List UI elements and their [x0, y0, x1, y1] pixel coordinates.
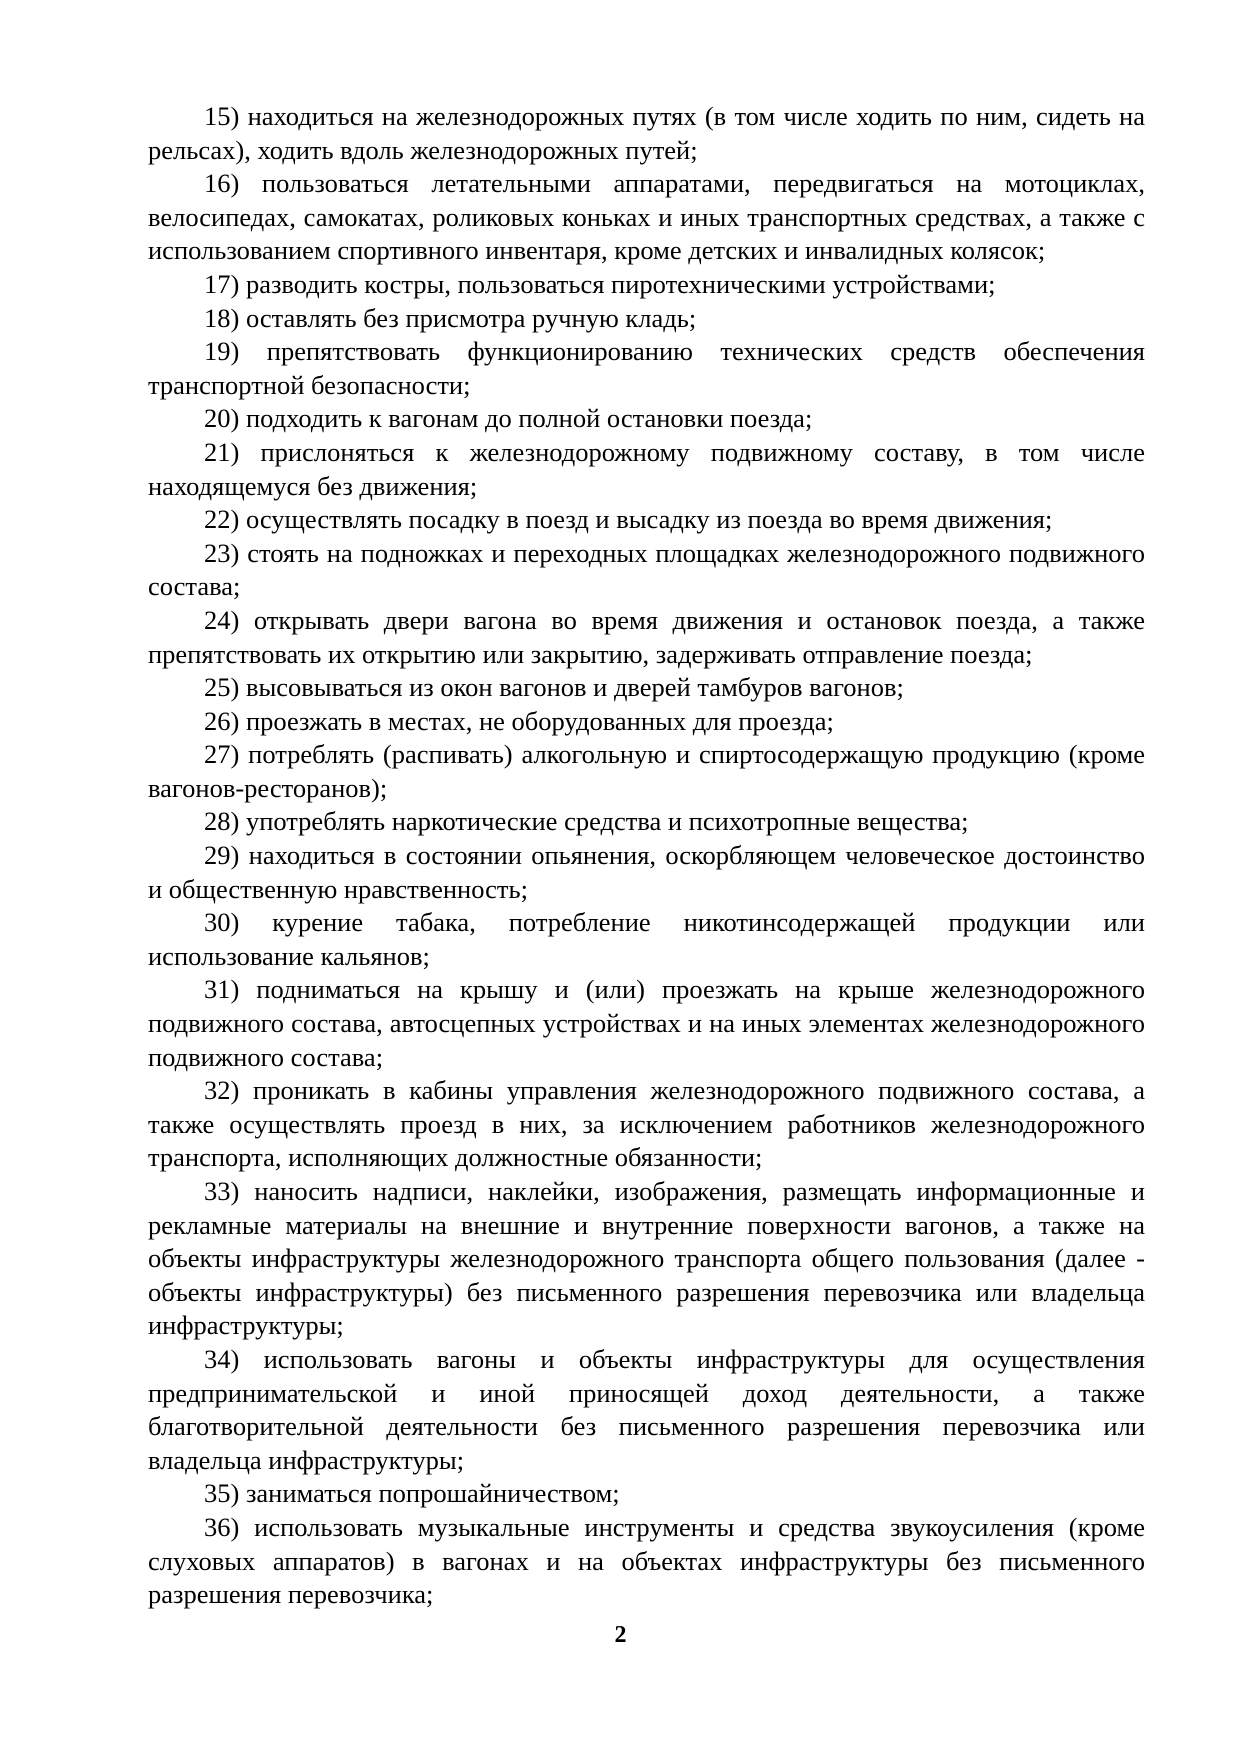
list-item: 23) стоять на подножках и переходных площадках железнодорожного подвижного состава; [148, 537, 1145, 602]
list-item: 27) потреблять (распивать) алкогольную и спиртосодержащую продукцию (кроме вагонов-ресторанов); [148, 739, 1145, 803]
list-item: 26) проезжать в местах, не оборудованных для проезда; [204, 705, 834, 736]
list-item: 34) использовать вагоны и объекты инфраструктуры для осуществления предпринимательской и иной приносящей доход деятельности, а также благотворительной деятельности без письменного разрешения перевозчика или владельца инфраструктуры; [148, 1343, 1145, 1475]
list-item: 29) находиться в состоянии опьянения, оскорбляющем человеческое достоинство и общественную нравственность; [148, 840, 1145, 904]
list-item: 16) пользоваться летательными аппаратами, передвигаться на мотоциклах, велосипедах, самокатах, роликовых коньках и иных транспортных средствах, а также с использованием спортивного инвентаря, кроме детских и инвалидных колясок; [148, 168, 1145, 266]
list-item: 15) находиться на железнодорожных путях (в том числе ходить по ним, сидеть на рельсах), ходить вдоль железнодорожных путей; [148, 101, 1145, 165]
list-item: 32) проникать в кабины управления железнодорожного подвижного состава, а также осуществлять проезд в них, за исключением работников железнодорожного транспорта, исполняющих должностные обязанности; [148, 1075, 1145, 1173]
list-item: 20) подходить к вагонам до полной остановки поезда; [204, 403, 813, 434]
list-item: 33) наносить надписи, наклейки, изображения, размещать информационные и рекламные материалы на внешние и внутренние поверхности вагонов, а также на объекты инфраструктуры железнодорожного транспорта общего пользования (далее - объекты инфраструктуры) без письменного разрешения перевозчика или владельца инфраструктуры; [148, 1176, 1145, 1341]
list-item: 19) препятствовать функционированию технических средств обеспечения транспортной безопасности; [148, 336, 1145, 400]
list-item: 24) открывать двери вагона во время движения и остановок поезда, а также препятствовать их открытию или закрытию, задерживать отправление поезда; [148, 604, 1145, 669]
list-item: 17) разводить костры, пользоваться пиротехническими устройствами; [204, 268, 996, 299]
list-item: 21) прислоняться к железнодорожному подвижному составу, в том числе находящемуся без движения; [148, 436, 1145, 501]
page-number: 2 [614, 1622, 627, 1648]
list-item: 25) высовываться из окон вагонов и дверей тамбуров вагонов; [204, 672, 904, 703]
list-item: 30) курение табака, потребление никотинсодержащей продукции или использование кальянов; [148, 907, 1145, 971]
list-item: 28) употреблять наркотические средства и психотропные вещества; [204, 806, 969, 837]
list-item: 22) осуществлять посадку в поезд и высадку из поезда во время движения; [204, 504, 1053, 535]
list-item: 31) подниматься на крышу и (или) проезжать на крыше железнодорожного подвижного состава, автосцепных устройствах и на иных элементах железнодорожного подвижного состава; [148, 974, 1145, 1072]
list-item: 35) заниматься попрошайничеством; [204, 1478, 620, 1509]
list-item: 18) оставлять без присмотра ручную кладь; [204, 302, 697, 333]
list-item: 36) использовать музыкальные инструменты и средства звукоусиления (кроме слуховых аппаратов) в вагонах и на объектах инфраструктуры без письменного разрешения перевозчика; [148, 1511, 1145, 1610]
document-body [148, 100, 1145, 1612]
